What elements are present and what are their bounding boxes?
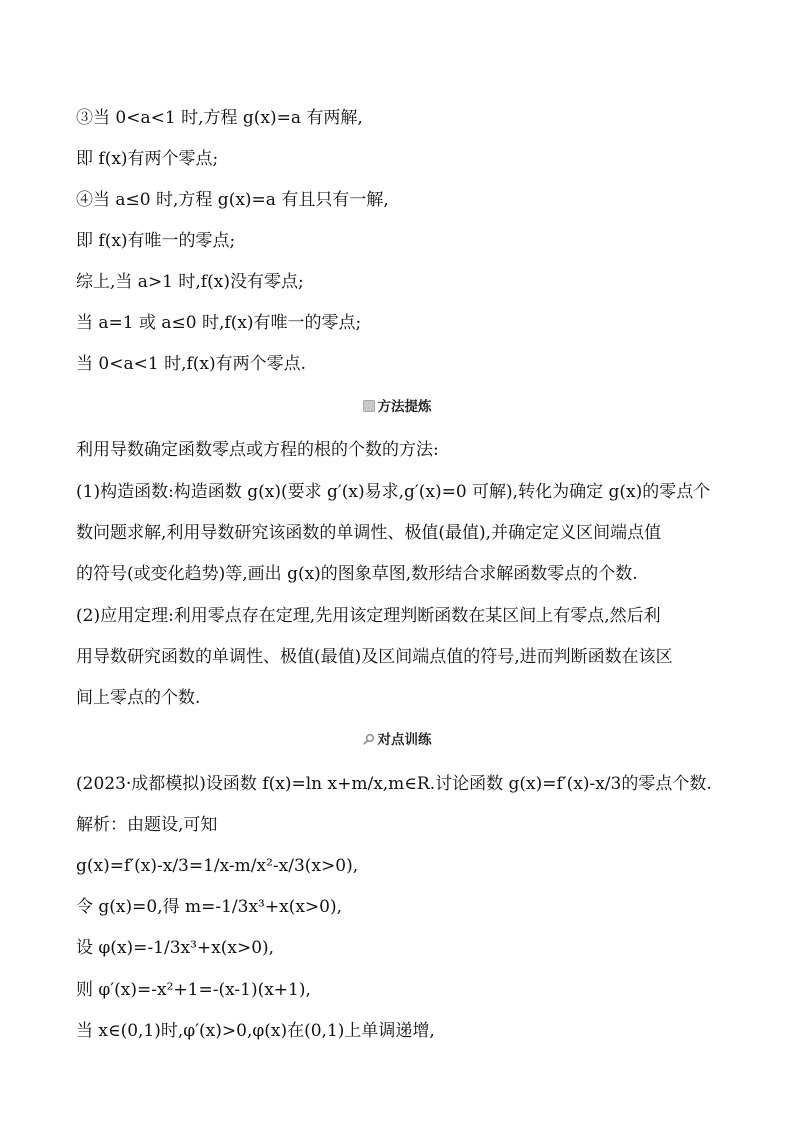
case-4-line: ④当 a≤0 时,方程 g(x)=a 有且只有一解,	[76, 190, 389, 210]
summary-line-3: 当 0<a<1 时,f(x)有两个零点.	[76, 354, 307, 374]
solution-step-4: 则 φ′(x)=-x²+1=-(x-1)(x+1),	[76, 980, 311, 1000]
method-p2-line-2: 用导数研究函数的单调性、极值(最值)及区间端点值的符号,进而判断函数在该区	[76, 647, 673, 667]
summary-line-1: 综上,当 a>1 时,f(x)没有零点;	[76, 272, 304, 292]
problem-statement: (2023·成都模拟)设函数 f(x)=ln x+m/x,m∈R.讨论函数 g(x)=f′(x)-x/3的零点个数.	[76, 774, 712, 794]
training-heading	[0, 731, 794, 749]
method-heading-text: 方法提炼	[377, 399, 432, 415]
method-heading	[0, 398, 794, 416]
method-p1-line-3: 的符号(或变化趋势)等,画出 g(x)的图象草图,数形结合求解函数零点的个数.	[76, 564, 638, 584]
solution-step-2: 令 g(x)=0,得 m=-1/3x³+x(x>0),	[76, 897, 343, 917]
case-4-conclusion: 即 f(x)有唯一的零点;	[76, 231, 236, 251]
method-intro: 利用导数确定函数零点或方程的根的个数的方法:	[76, 440, 439, 460]
solution-step-5: 当 x∈(0,1)时,φ′(x)>0,φ(x)在(0,1)上单调递增,	[76, 1021, 435, 1041]
method-p2-line-3: 间上零点的个数.	[76, 688, 201, 708]
magnifier-icon	[363, 732, 375, 744]
solution-step-3: 设 φ(x)=-1/3x³+x(x>0),	[76, 938, 275, 958]
method-p2-line-1: (2)应用定理:利用零点存在定理,先用该定理判断函数在某区间上有零点,然后利	[76, 606, 661, 626]
summary-line-2: 当 a=1 或 a≤0 时,f(x)有唯一的零点;	[76, 313, 362, 333]
method-icon	[363, 400, 375, 412]
method-p1-line-1: (1)构造函数:构造函数 g(x)(要求 g′(x)易求,g′(x)=0 可解),转化为确定 g(x)的零点个	[76, 482, 711, 502]
method-p1-line-2: 数问题求解,利用导数研究该函数的单调性、极值(最值),并确定定义区间端点值	[76, 523, 662, 543]
solution-step-1: g(x)=f′(x)-x/3=1/x-m/x²-x/3(x>0),	[76, 856, 359, 876]
training-heading-text: 对点训练	[377, 732, 432, 748]
solution-intro: 解析：由题设,可知	[76, 815, 218, 835]
case-3-line: ③当 0<a<1 时,方程 g(x)=a 有两解,	[76, 108, 363, 128]
case-3-conclusion: 即 f(x)有两个零点;	[76, 149, 219, 169]
